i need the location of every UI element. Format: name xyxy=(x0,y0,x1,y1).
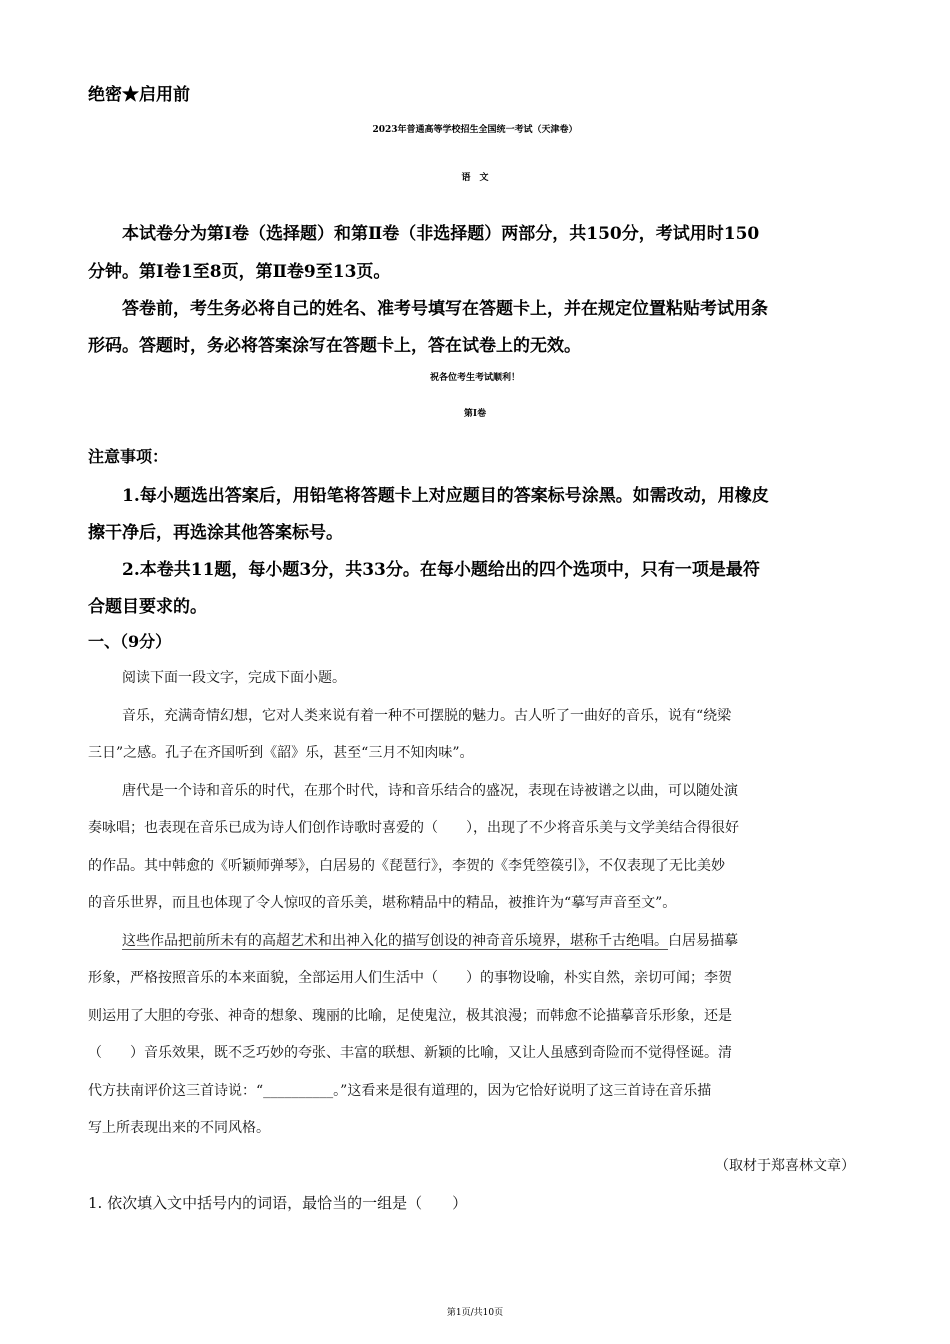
passage-p3-line-4: （ ）音乐效果，既不乏巧妙的夸张、丰富的联想、新颖的比喻，又让人虽感到奇险而不觉得怪诞。清 xyxy=(88,1045,732,1061)
section-one-heading: 一、（9分） xyxy=(88,632,172,651)
passage-p3-line-1 xyxy=(122,930,738,950)
reading-instruction: 阅读下面一段文字，完成下面小题。 xyxy=(122,670,346,686)
note-2-line-1: 2.本卷共11题，每小题3分，共33分。在每小题给出的四个选项中，只有一项是最符 xyxy=(122,560,760,580)
exam-title: 2023年普通高等学校招生全国统一考试（天津卷） xyxy=(372,125,578,135)
note-1-line-2: 擦干净后，再选涂其他答案标号。 xyxy=(88,523,343,543)
note-1-line-1: 1.每小题选出答案后，用铅笔将答题卡上对应题目的答案标号涂黑。如需改动，用橡皮 xyxy=(122,486,769,506)
question-1: 1. 依次填入文中括号内的词语，最恰当的一组是（ ） xyxy=(88,1194,468,1212)
underlined-sentence: 这些作品把前所未有的高超艺术和出神入化的描写创设的神奇音乐境界，堪称千古绝唱。 xyxy=(122,933,668,949)
passage-p2-line-4: 的音乐世界，而且也体现了令人惊叹的音乐美，堪称精品中的精品，被推许为“摹写声音至文”。 xyxy=(88,895,677,911)
passage-p2-line-1: 唐代是一个诗和音乐的时代，在那个时代，诗和音乐结合的盛况，表现在诗被谱之以曲，可以随处演 xyxy=(122,783,738,799)
source-attribution: （取材于郑喜林文章） xyxy=(715,1158,855,1174)
passage-p3-line-3: 则运用了大胆的夸张、神奇的想象、瑰丽的比喻，足使鬼泣，极其浪漫；而韩愈不论描摹音乐形象，还是 xyxy=(88,1008,732,1024)
good-luck-line: 祝各位考生考试顺利！ xyxy=(429,373,520,383)
volume-heading: 第Ⅰ卷 xyxy=(463,409,487,419)
passage-p3-line-5: 代方扶南评价这三首诗说：“__________。”这看来是很有道理的，因为它恰好说明了这三首诗在音乐描 xyxy=(88,1083,712,1099)
confidential-mark: 绝密★启用前 xyxy=(88,85,190,105)
notes-heading: 注意事项： xyxy=(88,447,169,466)
note-2-line-2: 合题目要求的。 xyxy=(88,597,207,617)
passage-p1-line-1: 音乐，充满奇情幻想，它对人类来说有着一种不可摆脱的魅力。古人听了一曲好的音乐，说有“绕梁 xyxy=(122,708,732,724)
page-footer: 第1页/共10页 xyxy=(446,1308,504,1318)
intro-line-2: 分钟。第Ⅰ卷1至8页，第Ⅱ卷9至13页。 xyxy=(88,262,391,282)
passage-p3-line-2: 形象，严格按照音乐的本来面貌，全部运用人们生活中（ ）的事物设喻，朴实自然，亲切可闻；李贺 xyxy=(88,970,732,986)
intro-line-1: 本试卷分为第Ⅰ卷（选择题）和第Ⅱ卷（非选择题）两部分，共150分，考试用时150 xyxy=(122,224,760,244)
intro-line-4: 形码。答题时，务必将答案涂写在答题卡上，答在试卷上的无效。 xyxy=(88,336,581,356)
passage-p1-line-2: 三日”之感。孔子在齐国听到《韶》乐，甚至“三月不知肉味”。 xyxy=(88,745,474,761)
passage-p2-line-2: 奏咏唱；也表现在音乐已成为诗人们创作诗歌时喜爱的（ ），出现了不少将音乐美与文学美结合得很好 xyxy=(88,820,739,836)
passage-p3-line-6: 写上所表现出来的不同风格。 xyxy=(88,1120,270,1136)
passage-p2-line-3: 的作品。其中韩愈的《听颖师弹琴》，白居易的《琵琶行》，李贺的《李凭箜篌引》，不仅表现了无比美妙 xyxy=(88,858,725,874)
passage-p3-line-1-rest: 白居易描摹 xyxy=(668,933,738,949)
intro-line-3: 答卷前，考生务必将自己的姓名、准考号填写在答题卡上，并在规定位置粘贴考试用条 xyxy=(122,299,768,319)
subject-title: 语 文 xyxy=(461,173,489,183)
